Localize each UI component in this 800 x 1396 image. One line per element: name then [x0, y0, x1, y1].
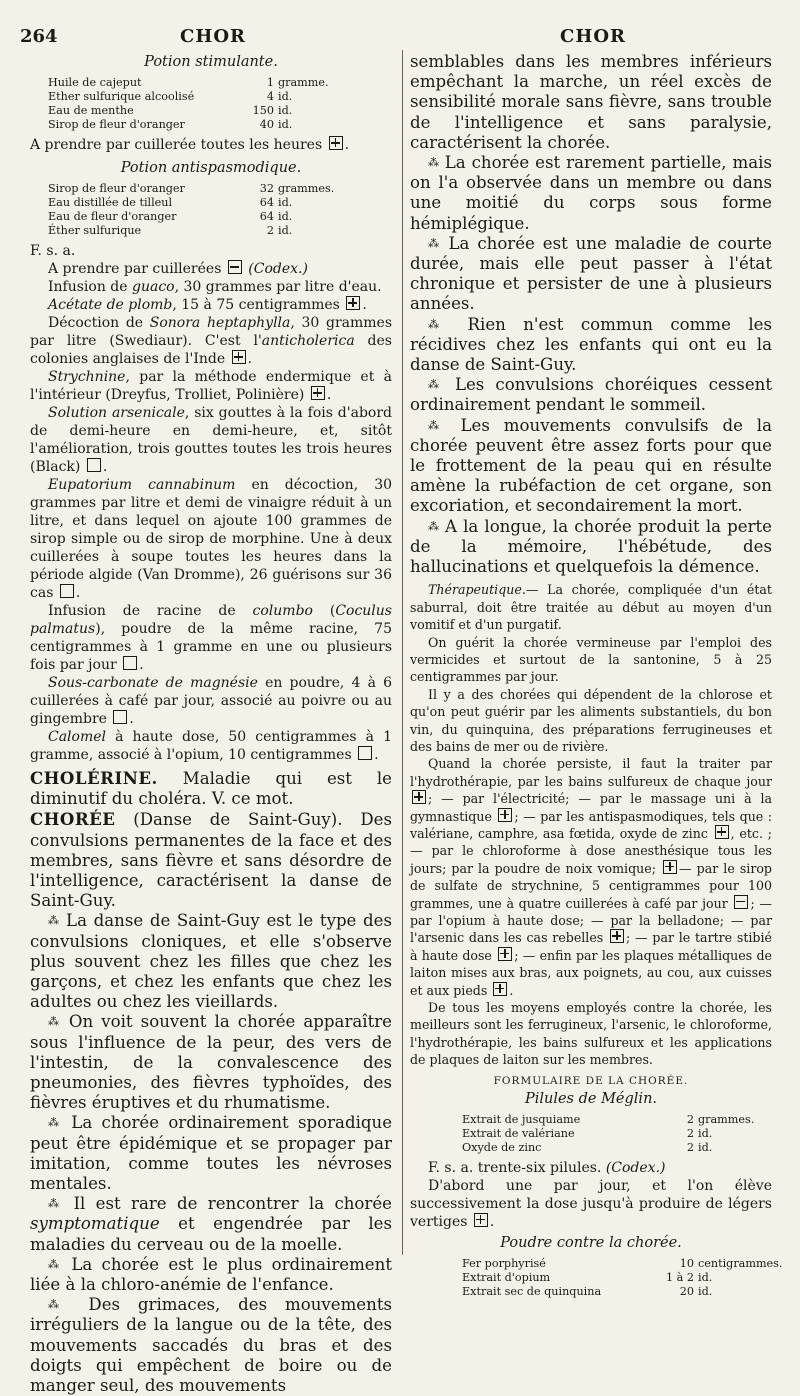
plus-box-icon [498, 808, 512, 822]
ingredient: Oxyde de zinc [462, 1140, 542, 1154]
ingredient: Eau distillée de tilleul [48, 196, 173, 209]
ingredient: Ether sulfurique alcoolisé [48, 90, 195, 103]
asterism-icon: ⁂ [428, 378, 444, 392]
formula-title: Potion stimulante. [144, 54, 278, 70]
page-number: 264 [20, 26, 58, 47]
empty-box-icon [87, 458, 101, 472]
prescription-table [462, 1256, 783, 1299]
paragraph: D'abord une par jour, et l'on élève successivement la dose jusqu'à produire de légers vertiges . [410, 1177, 772, 1230]
plus-box-icon [232, 350, 246, 364]
amount: 4 [266, 90, 274, 103]
running-head-left: CHOR [180, 26, 246, 47]
ingredient: Extrait sec de quinquina [462, 1284, 602, 1298]
unit: id. [278, 196, 293, 209]
ingredient: Fer porphyrisé [462, 1256, 546, 1270]
prescription-row [462, 1271, 772, 1285]
paragraph: semblables dans les membres inférieurs empêchant la marche, un réel excès de sensibilité morale sans fièvre, sans trouble de l'intelligence et sans paralysie, caractérisent la chorée. [410, 52, 772, 152]
ingredient: Sirop de fleur d'oranger [48, 182, 185, 195]
amount: 1 à 2 [665, 1270, 694, 1284]
empty-box-icon [358, 746, 372, 760]
paragraph: Strychnine, par la méthode endermique et à l'intérieur (Dreyfus, Trolliet, Polinière) . [30, 369, 392, 403]
section-title: FORMULAIRE DE LA CHORÉE. [493, 1074, 689, 1087]
prescription-row [48, 196, 392, 210]
prescription-row [48, 182, 392, 196]
amount: 10 [679, 1256, 694, 1270]
prescription-row [48, 76, 392, 90]
ingredient: Huile de cajeput [48, 76, 142, 89]
ingredient: Sirop de fleur d'oranger [48, 118, 185, 131]
formula-title: Poudre contre la chorée. [500, 1234, 682, 1251]
plus-box-icon [329, 136, 343, 150]
paragraph: Quand la chorée persiste, il faut la traiter par l'hydrothérapie, par les bains sulfureux de chaque jour ; — par l'électricité; — par le massage uni à la gymnastique ; — par les antispasmodiques, tels que : valériane, camphre, asa fœtida, oxyde de zinc , etc. ; — par le chloroforme à dose anesthésique tous les jours; par la poudre de noix vomique; — par le sirop de sulfate de strychnine, 5 centigrammes pour 100 grammes, une à quatre cuillerées à café par jour ; — par l'opium à haute dose; — par la belladone; — par l'arsenic dans les cas rebelles ; — par le tartre stibié à haute dose ; — enfin par les plaques métalliques de laiton mises aux bras, aux poignets, au cou, aux cuisses et aux pieds . [410, 756, 772, 998]
amount: 2 [686, 1126, 694, 1140]
plus-box-icon [715, 825, 729, 839]
paragraph: ⁂ La chorée est une maladie de courte durée, mais elle peut passer à l'état chronique et persister de une à plusieurs années. [410, 233, 772, 314]
asterism-icon: ⁂ [48, 1197, 64, 1211]
paragraph: Sous-carbonate de magnésie en poudre, 4 à 6 cuillerées à café par jour, associé au poivre ou au gingembre . [30, 675, 392, 727]
asterism-icon: ⁂ [428, 317, 451, 331]
ingredient: Eau de fleur d'oranger [48, 210, 177, 223]
plus-box-icon [346, 296, 360, 310]
paragraph: Décoction de Sonora heptaphylla, 30 grammes par litre (Swediaur). C'est l'anticholerica des colonies anglaises de l'Inde . [30, 315, 392, 367]
plus-box-icon [493, 982, 507, 996]
entry-headword: CHORÉE [30, 809, 116, 830]
unit: gramme. [278, 76, 329, 89]
unit: centigrammes. [698, 1256, 783, 1270]
paragraph: ⁂ Il est rare de rencontrer la chorée symptomatique et engendrée par les maladies du cerveau ou de la moelle. [30, 1194, 392, 1254]
asterism-icon: ⁂ [428, 236, 441, 250]
paragraph: ⁂ La danse de Saint-Guy est le type des convulsions cloniques, et elle s'observe plus souvent chez les filles que chez les garçons, et chez les enfants que chez les adultes ou chez les vieillards. [30, 911, 392, 1012]
ingredient: Extrait de valériane [462, 1126, 575, 1140]
paragraph: ⁂ On voit souvent la chorée apparaître sous l'influence de la peur, des vers de l'intestin, de la convalescence des pneumonies, des fièvres typhoïdes, des fièvres éruptives et du rhumatisme. [30, 1012, 392, 1113]
left-column [30, 52, 392, 1396]
column-divider [402, 50, 403, 1255]
paragraph: Infusion de racine de columbo (Coculus palmatus), poudre de la même racine, 75 centigrammes à 1 gramme en une ou plusieurs fois par jour . [30, 603, 392, 673]
empty-box-icon [123, 656, 137, 670]
empty-box-icon [113, 710, 127, 724]
plus-box-icon [610, 929, 624, 943]
unit: id. [698, 1284, 713, 1298]
unit: id. [698, 1270, 713, 1284]
paragraph: ⁂ Les mouvements convulsifs de la chorée peuvent être assez forts pour que le frottement de la peau qui en résulte amène la rubéfaction de cet organe, son excoriation, et secondairement la mort. [410, 415, 773, 516]
entry-choree: CHORÉE (Danse de Saint-Guy). Des convulsions permanentes de la face et des membres, sans fièvre et sans désordre de l'intelligence, caractérisent la danse de Saint-Guy. [30, 809, 392, 911]
prescription-row [462, 1127, 772, 1141]
plus-box-icon [498, 947, 512, 961]
paragraph: ⁂ A la longue, la chorée produit la perte de la mémoire, l'hébétude, des hallucinations et quelquefois la démence. [410, 516, 772, 577]
minus-box-icon [228, 260, 242, 274]
paragraph: ⁂ Des grimaces, des mouvements irréguliers de la langue ou de la tête, des mouvements saccadés du bras et des doigts qui empêchent de boire ou de manger seul, des mouvements [30, 1295, 393, 1396]
unit: id. [278, 224, 293, 237]
paragraph: F. s. a. trente-six pilules. (Codex.) [428, 1159, 666, 1176]
unit: id. [698, 1140, 713, 1154]
fsa-label: F. s. a. [30, 243, 76, 259]
amount: 20 [679, 1284, 694, 1298]
paragraph: Il y a des chorées qui dépendent de la chlorose et qu'on peut guérir par les aliments substantiels, du bon vin, du quinquina, des préparations ferrugineuses et des bains de mer ou de rivière. [410, 686, 772, 754]
paragraph: Infusion de guaco, 30 grammes par litre d'eau. [48, 279, 382, 295]
paragraph: Calomel à haute dose, 50 centigrammes à 1 gramme, associé à l'opium, 10 centigrammes . [30, 729, 392, 763]
plus-box-icon [412, 790, 426, 804]
amount: 32 [259, 182, 274, 195]
paragraph: De tous les moyens employés contre la chorée, les meilleurs sont les ferrugineux, l'arsenic, le chloroforme, l'hydrothérapie, les bains sulfureux et les applications de plaques de laiton sur les membres. [410, 1000, 772, 1068]
asterism-icon: ⁂ [48, 1298, 71, 1312]
paragraph: ⁂ La chorée ordinairement sporadique peut être épidémique et se propager par imitation, comme toutes les névroses mentales. [30, 1113, 393, 1194]
paragraph: ⁂ Les convulsions choréiques cessent ordinairement pendant le sommeil. [410, 375, 772, 415]
paragraph: On guérit la chorée vermineuse par l'emploi des vermicides et surtout de la santonine, 5 à 25 centigrammes par jour. [410, 634, 772, 685]
ingredient: Éther sulfurique [48, 224, 142, 237]
plus-box-icon [663, 860, 677, 874]
ingredient: Eau de menthe [48, 104, 134, 117]
unit: id. [278, 90, 293, 103]
amount: 40 [259, 118, 274, 131]
paragraph: Thérapeutique.— La chorée, compliquée d'un état saburral, doit être traitée au début au moyen d'un vomitif et d'un purgatif. [410, 582, 772, 633]
right-column [410, 52, 783, 1303]
page-header [20, 26, 780, 50]
prescription-table [48, 182, 392, 238]
amount: 64 [259, 196, 274, 209]
running-head-right: CHOR [560, 26, 626, 47]
asterism-icon: ⁂ [428, 519, 439, 533]
asterism-icon: ⁂ [428, 418, 447, 432]
prescription-row [48, 118, 392, 132]
paragraph: ⁂ La chorée est le plus ordinairement liée à la chloro-anémie de l'enfance. [30, 1254, 392, 1295]
asterism-icon: ⁂ [48, 914, 60, 928]
amount: 2 [266, 224, 274, 237]
prescription-row [48, 210, 392, 224]
paragraph: Eupatorium cannabinum en décoction, 30 grammes par litre et demi de vinaigre réduit à un litre, et dans lequel on ajoute 100 grammes de sirop simple ou de sirop de morphine. Une à deux cuillerées à soupe toutes les heures dans la période algide (Van Dromme), 26 guérisons sur 36 cas . [30, 477, 393, 601]
asterism-icon: ⁂ [428, 156, 439, 170]
prescription-row [462, 1113, 772, 1127]
minus-box-icon [734, 895, 748, 909]
instruction: A prendre par cuillerée toutes les heures . [30, 137, 350, 153]
empty-box-icon [60, 584, 74, 598]
prescription-row [48, 90, 392, 104]
amount: 1 [266, 76, 274, 89]
unit: id. [278, 118, 293, 131]
amount: 64 [259, 210, 274, 223]
asterism-icon: ⁂ [48, 1015, 61, 1029]
prescription-row [48, 224, 392, 238]
unit: id. [278, 210, 293, 223]
prescription-table [462, 1113, 772, 1155]
paragraph: ⁂ Rien n'est commun comme les récidives chez les enfants qui ont eu la danse de Saint-Guy. [410, 314, 773, 375]
formula-title: Pilules de Méglin. [524, 1090, 658, 1107]
ingredient: Extrait d'opium [462, 1270, 551, 1284]
prescription-row [48, 104, 392, 118]
unit: id. [698, 1126, 713, 1140]
asterism-icon: ⁂ [48, 1257, 63, 1271]
plus-box-icon [474, 1213, 488, 1227]
unit: grammes. [698, 1112, 755, 1126]
prescription-row [462, 1285, 772, 1299]
paragraph: Acétate de plomb, 15 à 75 centigrammes . [48, 297, 367, 313]
formula-title: Potion antispasmodique. [120, 160, 302, 176]
prescription-table [48, 76, 392, 132]
paragraph: A prendre par cuillerées (Codex.) [48, 261, 308, 277]
entry-cholerine: CHOLÉRINE. Maladie qui est le diminutif du choléra. V. ce mot. [30, 768, 392, 809]
plus-box-icon [311, 386, 325, 400]
ingredient: Extrait de jusquiame [462, 1112, 581, 1126]
amount: 150 [252, 104, 274, 117]
asterism-icon: ⁂ [48, 1116, 63, 1130]
unit: id. [278, 104, 293, 117]
unit: grammes. [278, 182, 335, 195]
amount: 2 [686, 1112, 694, 1126]
entry-headword: CHOLÉRINE. [30, 768, 158, 788]
paragraph: Solution arsenicale, six gouttes à la fois d'abord de demi-heure en demi-heure, et, sitôt l'amélioration, trois gouttes toutes les trois heures (Black) . [30, 405, 393, 475]
paragraph: ⁂ La chorée est rarement partielle, mais on l'a observée dans un membre ou dans une moitié du corps sous forme hémiplégique. [410, 153, 773, 233]
amount: 2 [686, 1140, 694, 1154]
prescription-row [462, 1141, 772, 1155]
